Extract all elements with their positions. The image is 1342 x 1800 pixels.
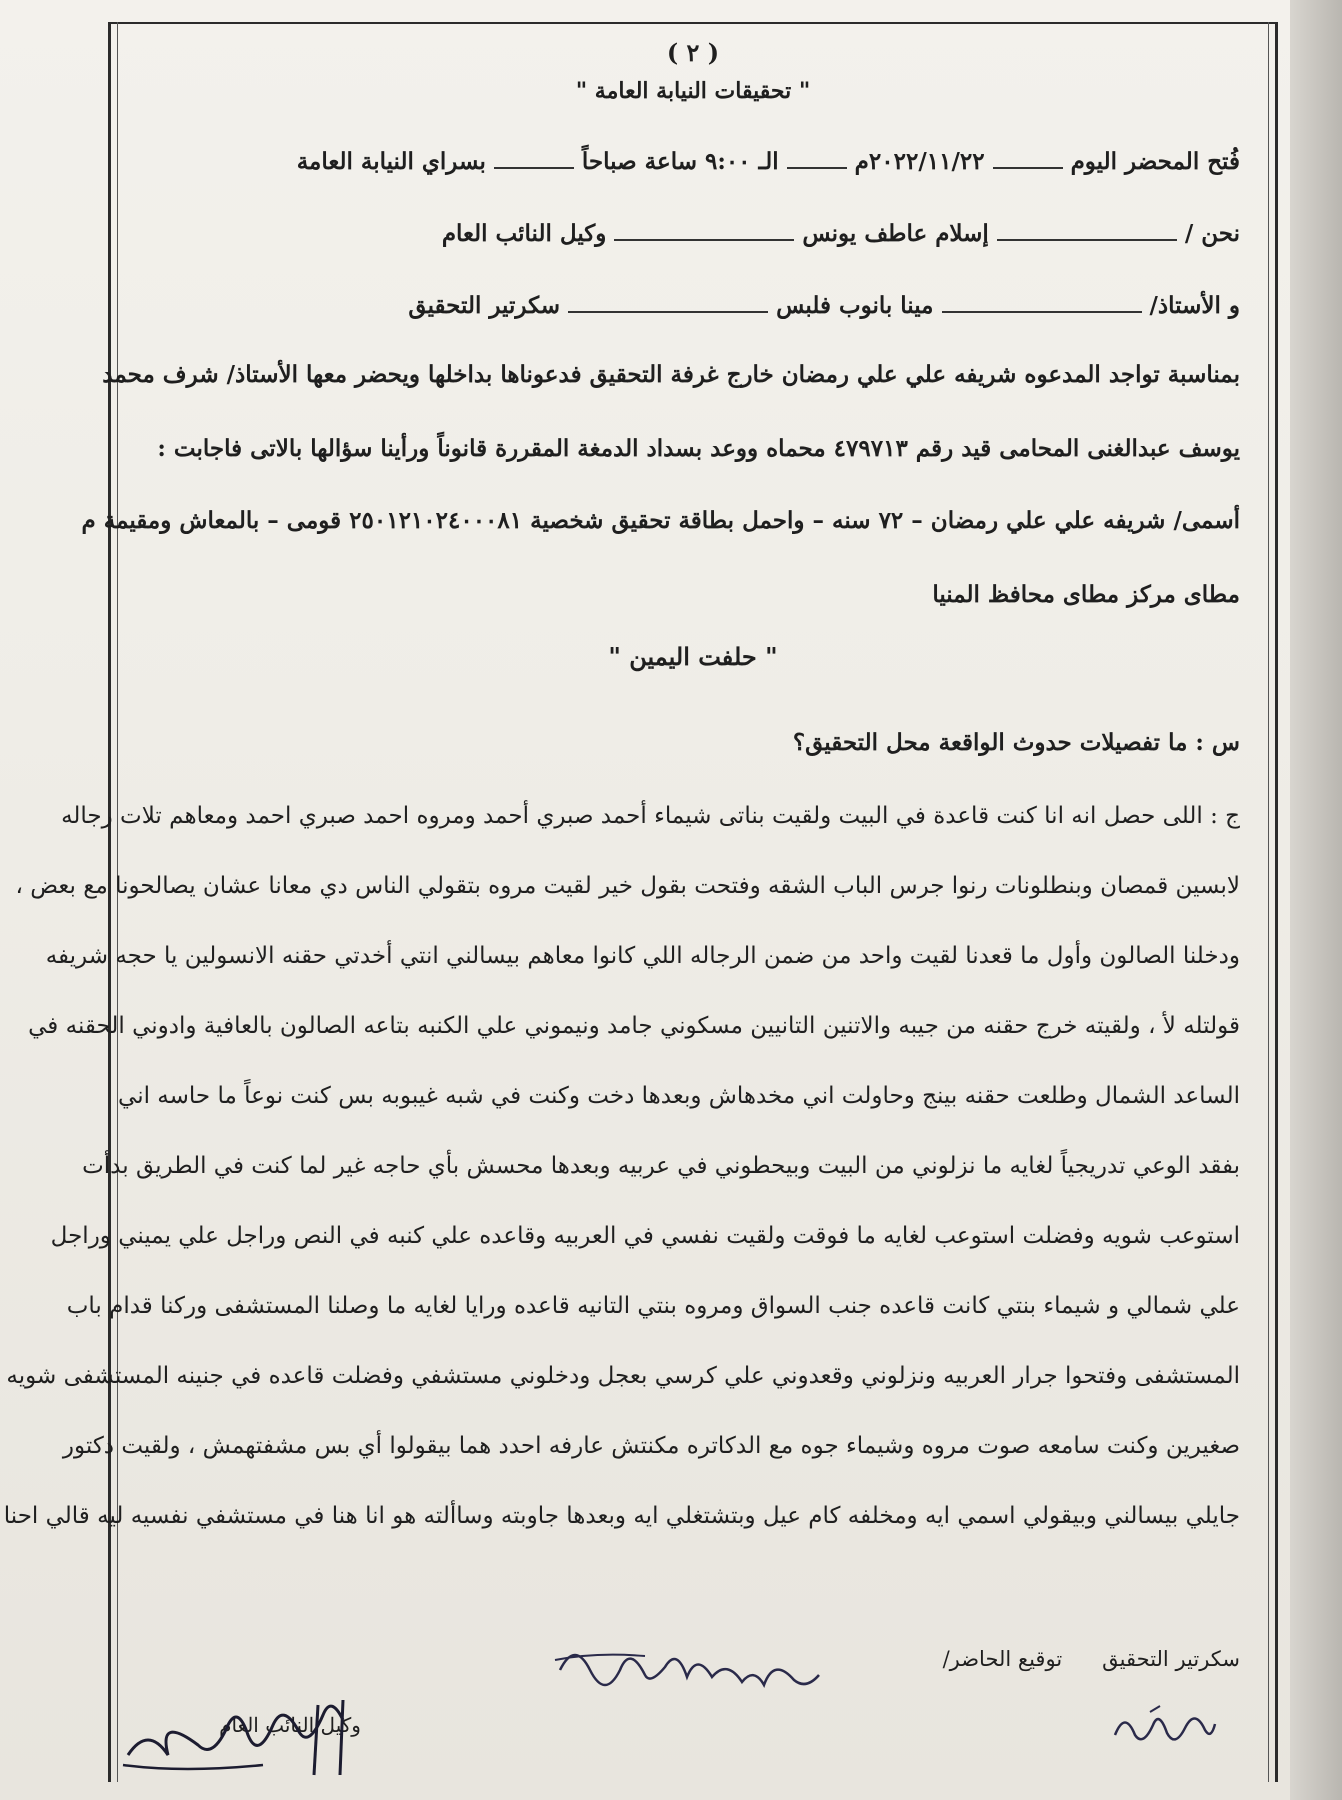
document-title: " تحقيقات النيابة العامة "	[575, 78, 811, 104]
page-number: ( ٢ )	[666, 38, 720, 67]
prosecutor-name: إسلام عاطف يونس	[802, 220, 989, 247]
answer-line: جايلي بيسالني وبيقولي اسمي ايه ومخلفه كام عيل وبتشتغلي ايه وبعدها جاوبته وساألته هو انا هنا في مستشفي نفسيه ليه قالي احنا	[3, 1503, 1240, 1529]
secretary-title: سكرتير التحقيق	[408, 292, 561, 319]
answer-line: المستشفى وفتحوا جرار العربيه ونزلوني وقعدوني علي كرسي بعجل ودخلوني مستشفي وفضلت قاعده في جنينه المستشفى شويه	[6, 1363, 1240, 1389]
opening-place: بسراي النيابة العامة	[296, 148, 486, 175]
answer-line: بفقد الوعي تدريجياً لغايه ما نزلوني من البيت وبيحطوني في عربيه وبعدها محسش بأي حاجه غير لما كنت في الطريق بدأت	[82, 1153, 1240, 1179]
answer-line: ودخلنا الصالون وأول ما قعدنا لقيت واحد من ضمن الرجاله اللي كانوا معاهم بيسالني انتي أخدتي حقنه الانسولين يا حجه شريفه	[45, 943, 1240, 969]
intro-line: مطاى مركز مطاى محافظ المنيا	[932, 581, 1240, 608]
oath-heading: " حلفت اليمين "	[608, 642, 778, 671]
prosecutor-title: وكيل النائب العام	[441, 220, 607, 247]
prosecutor-line	[136, 220, 1240, 249]
answer-line: صغيرين وكنت سامعه صوت مروه وشيماء جوه مع الدكاتره مكنتش عارفه احدد هما بيقولوا أي بس مشفتهمش ، ولقيت دكتور	[62, 1433, 1240, 1459]
intro-line: بمناسبة تواجد المدعوه شريفه علي علي رمضان خارج غرفة التحقيق فدعوناها بداخلها ويحضر معها الأستاذ/ شرف محمد	[102, 361, 1240, 388]
answer-line: استوعب شويه وفضلت استوعب لغايه ما فوقت ولقيت نفسي في العربيه وقاعده علي كنبه في النص وراجل علي يميني وراجل	[50, 1223, 1240, 1249]
answer-line: قولتله لأ ، ولقيته خرج حقنه من جيبه والاتنين التانيين مسكوني جامد ونيموني علي الكنبه بتاعه الصالون بالعافية وادوني الحقنه في	[28, 1013, 1240, 1039]
opening-line	[136, 148, 1240, 177]
attendee-signature-label: توقيع الحاضر/	[942, 1647, 1063, 1671]
opening-time: ٩:٠٠	[704, 148, 751, 175]
fill-dash	[942, 311, 1142, 313]
secretary-signature	[1110, 1700, 1220, 1750]
attendee-signature	[550, 1630, 850, 1690]
fill-dash	[787, 167, 847, 169]
question-line: س : ما تفصيلات حدوث الواقعة محل التحقيق؟	[792, 729, 1240, 756]
fill-dash	[993, 167, 1063, 169]
secretary-signature-label: سكرتير التحقيق	[1102, 1647, 1240, 1671]
prosecutor-label: نحن /	[1184, 220, 1240, 247]
time-prefix: الـ	[758, 148, 779, 175]
answer-line: الساعد الشمال وطلعت حقنه بينج وحاولت اني مخدهاش وبعدها دخت وكنت في شبه غيبوبه بس كنت نوعاً ما حاسه اني	[118, 1083, 1240, 1109]
prosecutor-signature-label: وكيل النائب العام	[219, 1713, 361, 1737]
answer-line: لابسين قمصان وبنطلونات رنوا جرس الباب الشقه وفتحت بقول خير لقيت مروه بتقولي الناس دي معانا عشان يصالحونا مع بعض ،	[15, 873, 1240, 899]
fill-dash	[997, 239, 1177, 241]
fill-dash	[494, 167, 574, 169]
fill-dash	[614, 239, 794, 241]
secretary-name: مينا بانوب فلبس	[776, 292, 934, 319]
page-edge-shadow	[1290, 0, 1342, 1800]
opening-date: ٢٠٢٢/١١/٢٢م	[854, 148, 985, 175]
answer-line: علي شمالي و شيماء بنتي كانت قاعده جنب السواق ومروه بنتي التانيه قاعده ورايا لغايه ما وصلنا المستشفى وركنا قدام باب	[66, 1293, 1240, 1319]
intro-line: يوسف عبدالغنى المحامى قيد رقم ٤٧٩٧١٣ محماه ووعد بسداد الدمغة المقررة قانوناً ورأينا سؤالها بالاتى فاجابت :	[157, 435, 1240, 462]
intro-line: أسمى/ شريفه علي علي رمضان – ٧٢ سنه – واحمل بطاقة تحقيق شخصية ٢٥٠١٢١٠٢٤٠٠٠٨١ قومى – بالمعاش ومقيمة م	[81, 507, 1240, 534]
opened-label: فُتح المحضر اليوم	[1070, 148, 1240, 175]
secretary-label: و الأستاذ/	[1149, 292, 1240, 319]
time-suffix: ساعة صباحاً	[581, 148, 697, 175]
document-content	[3, 30, 1260, 1790]
fill-dash	[568, 311, 768, 313]
answer-line: ج : اللى حصل انه انا كنت قاعدة في البيت ولقيت بناتى شيماء أحمد صبري أحمد ومروه احمد صبري احمد ومعاهم تلات رجاله	[61, 803, 1240, 829]
secretary-line	[136, 292, 1240, 321]
prosecutor-signature	[118, 1695, 378, 1785]
